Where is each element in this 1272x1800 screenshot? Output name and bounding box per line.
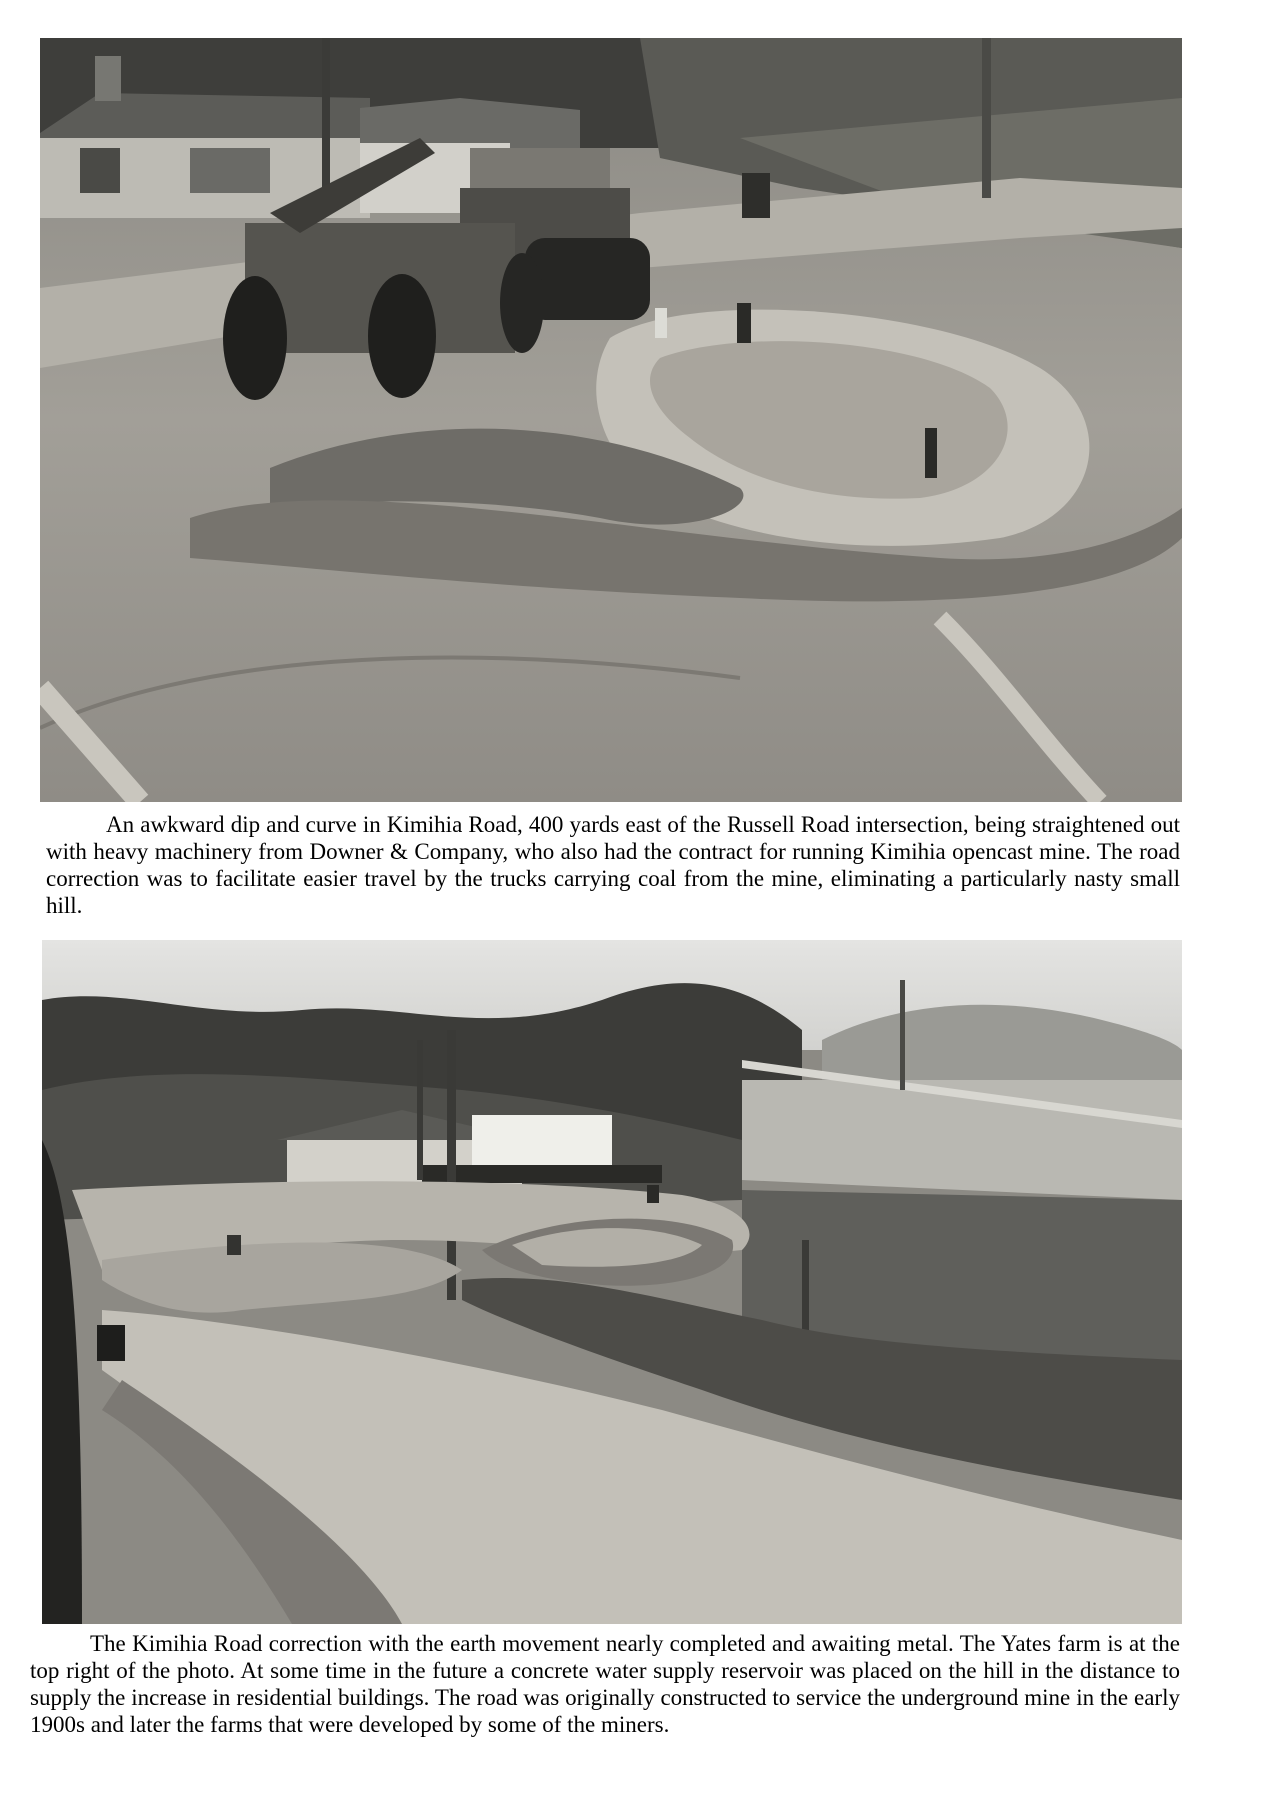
photo-caption-top: An awkward dip and curve in Kimihia Road, 400 yards east of the Russell Road intersection, being straightened out with heavy machinery from Downer & Company, who also had the contract for running Kimihia opencast mine. The road correction was to facilitate easier travel by the trucks carrying coal from the mine, eliminating a particularly nasty small hill. xyxy=(46,812,1180,918)
photo-road-correction-completed xyxy=(42,940,1182,1624)
photo-road-works-machinery xyxy=(40,38,1182,802)
photo-caption-bottom: The Kimihia Road correction with the earth movement nearly completed and awaiting metal. The Yates farm is at the top right of the photo. At some time in the future a concrete water supply reservoir was placed on the hill in the distance to supply the increase in residential buildings. The road was originally constructed to service the underground mine in the early 1900s and later the farms that were developed by some of the miners. xyxy=(30,1631,1180,1737)
photo-road-correction-completed-image xyxy=(42,940,1182,1624)
photo-road-works-machinery-image xyxy=(40,38,1182,802)
